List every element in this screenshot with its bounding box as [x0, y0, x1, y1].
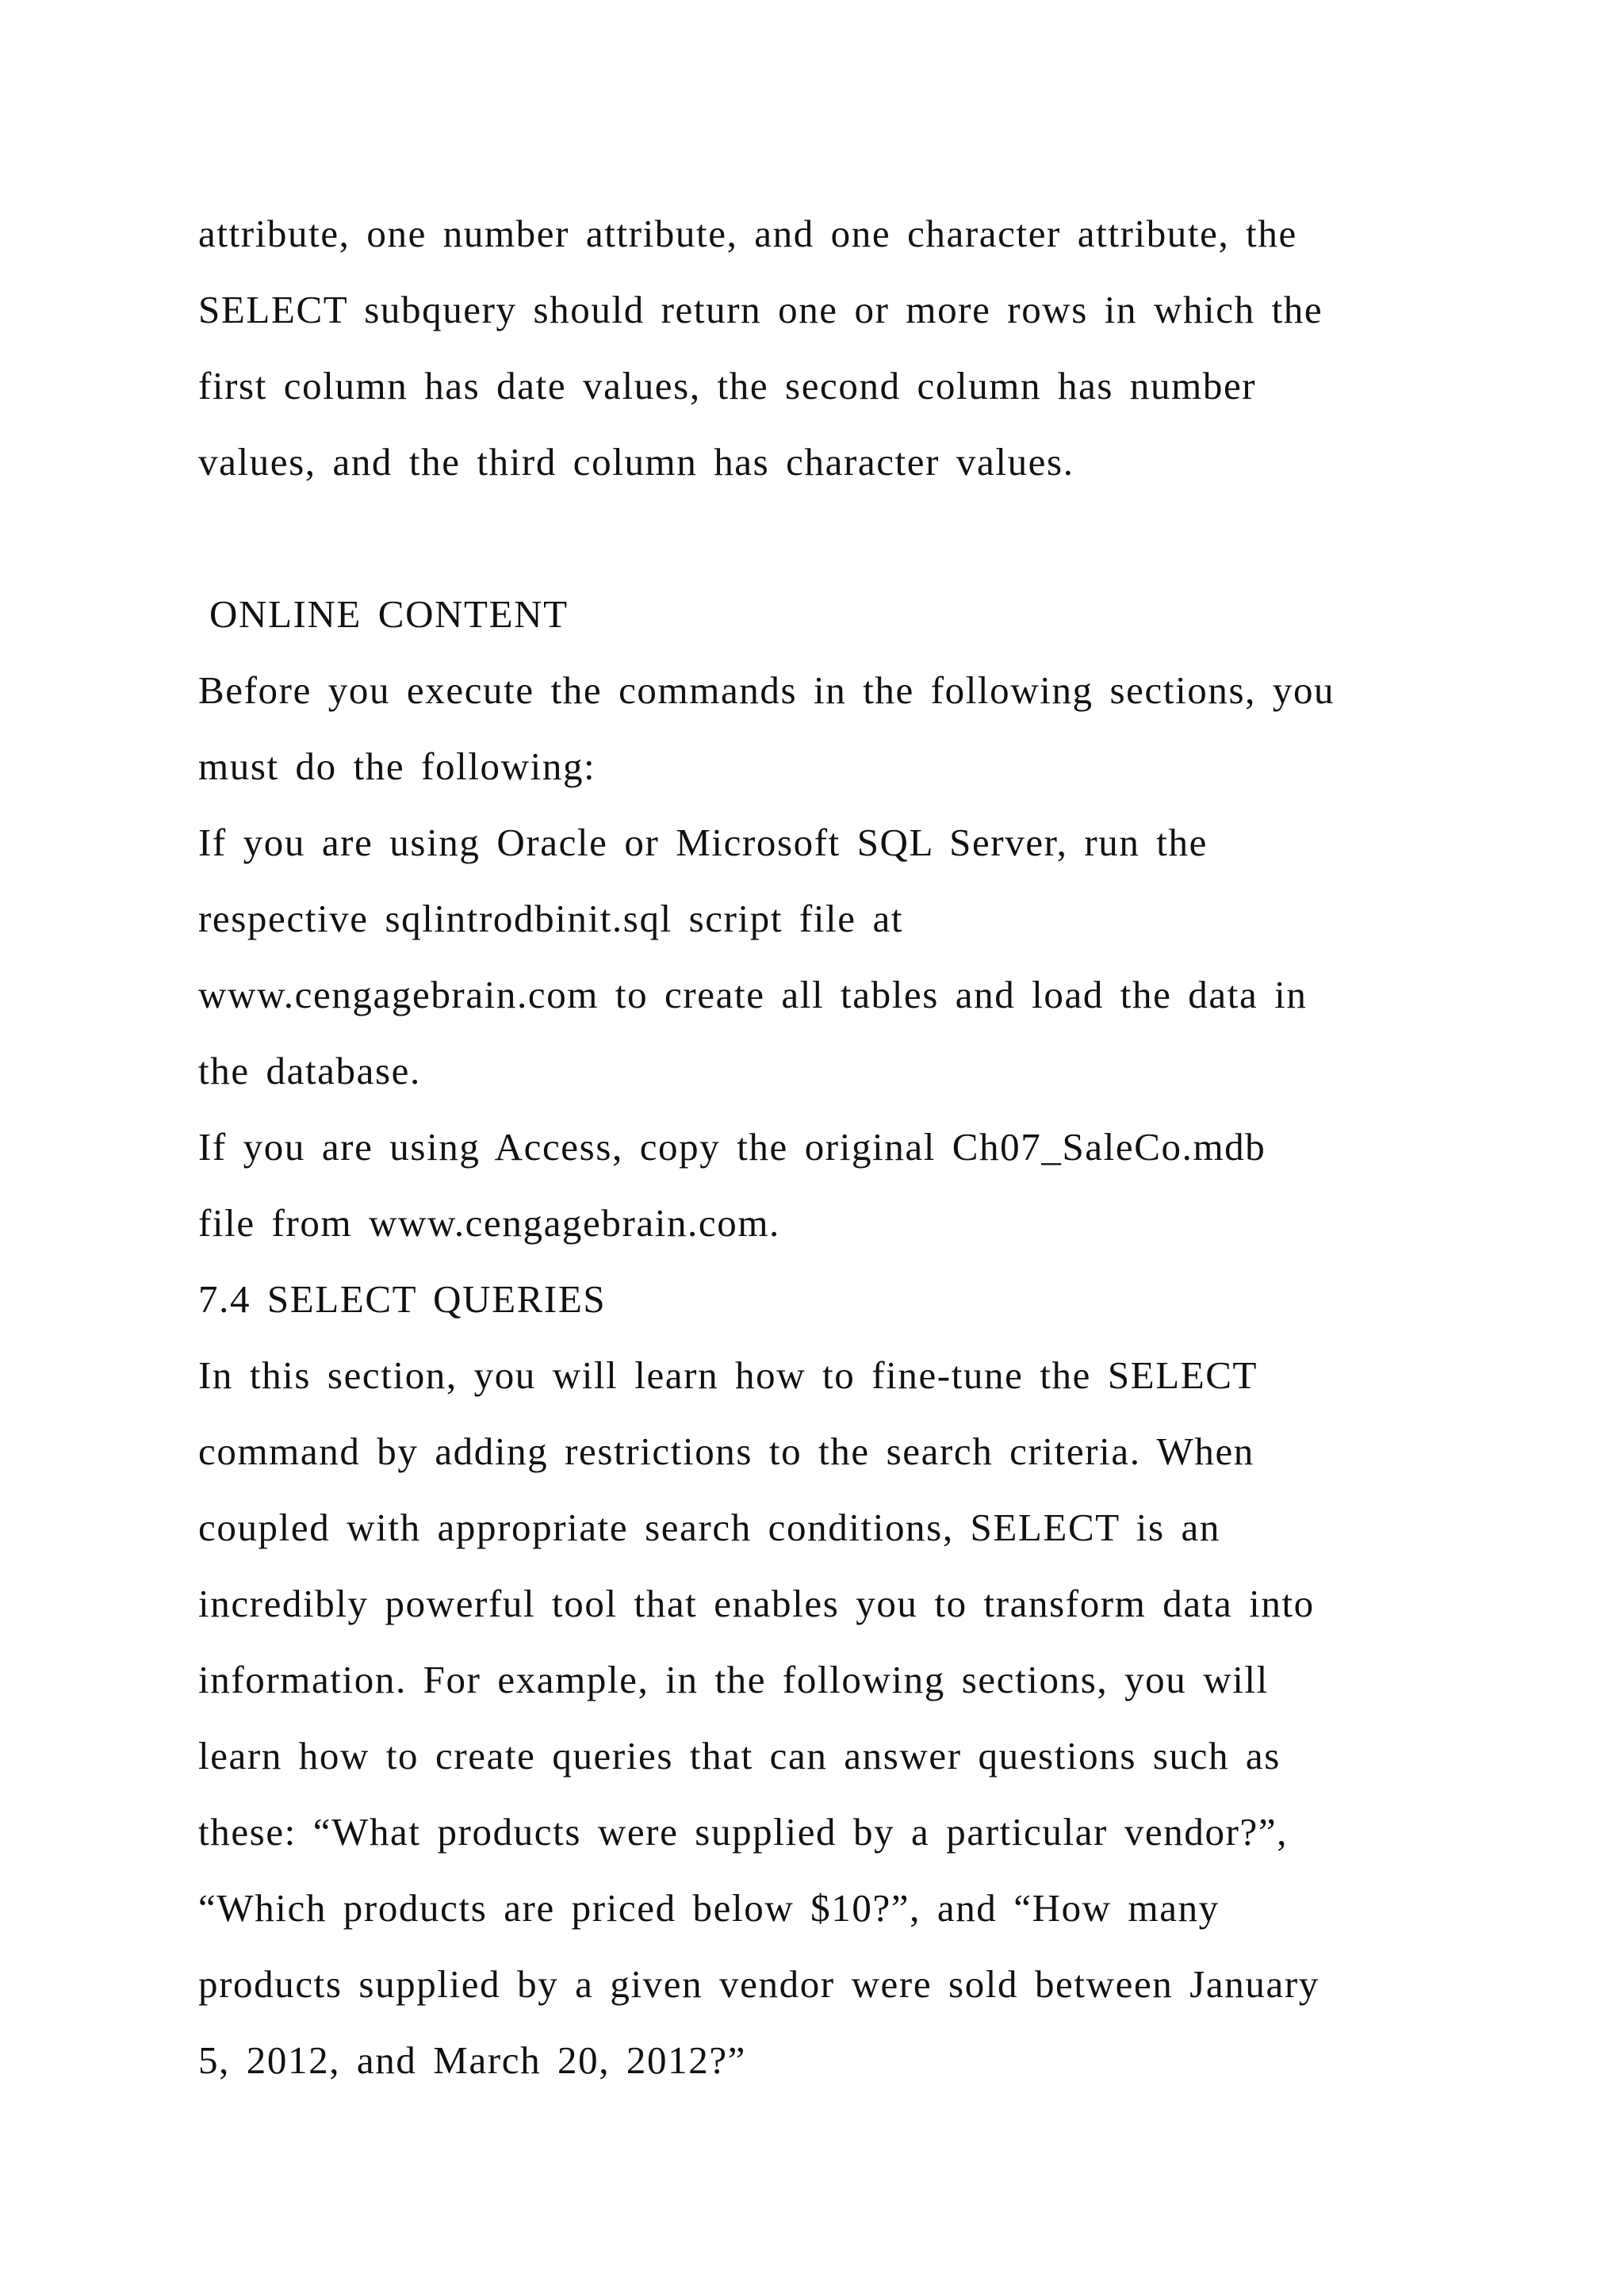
body-text: [198, 196, 1451, 2099]
paragraph-line: incredibly powerful tool that enables you to transform data into: [198, 1582, 1315, 1625]
paragraph-line: the database.: [198, 1049, 421, 1093]
paragraph-line: 5, 2012, and March 20, 2012?”: [198, 2038, 747, 2082]
paragraph-line: If you are using Access, copy the original Ch07_SaleCo.mdb: [198, 1125, 1266, 1169]
online-content-heading: ONLINE CONTENT: [209, 592, 569, 636]
paragraph-line: Before you execute the commands in the following sections, you: [198, 668, 1335, 712]
paragraph-line: first column has date values, the second column has number: [198, 364, 1257, 408]
paragraph-line: these: “What products were supplied by a particular vendor?”,: [198, 1810, 1289, 1854]
paragraph-line: attribute, one number attribute, and one character attribute, the: [198, 212, 1297, 255]
paragraph-line: file from www.cengagebrain.com.: [198, 1201, 780, 1245]
paragraph-spacer: [198, 500, 1451, 576]
paragraph-line: respective sqlintrodbinit.sql script file at: [198, 897, 904, 940]
paragraph-line: SELECT subquery should return one or more rows in which the: [198, 288, 1323, 331]
paragraph-line: values, and the third column has character values.: [198, 440, 1074, 484]
paragraph-line: products supplied by a given vendor were sold between January: [198, 1962, 1320, 2006]
paragraph-line: learn how to create queries that can answer questions such as: [198, 1734, 1281, 1777]
paragraph-line: In this section, you will learn how to fine-tune the SELECT: [198, 1353, 1258, 1397]
section-heading: 7.4 SELECT QUERIES: [198, 1277, 607, 1321]
paragraph-line: www.cengagebrain.com to create all tables and load the data in: [198, 973, 1308, 1016]
paragraph-line: command by adding restrictions to the search criteria. When: [198, 1429, 1254, 1473]
paragraph-line: If you are using Oracle or Microsoft SQL Server, run the: [198, 821, 1208, 864]
paragraph-line: must do the following:: [198, 744, 596, 788]
paragraph-line: “Which products are priced below $10?”, and “How many: [198, 1886, 1220, 1930]
paragraph-line: information. For example, in the following sections, you will: [198, 1658, 1269, 1701]
paragraph-line: coupled with appropriate search conditions, SELECT is an: [198, 1506, 1220, 1549]
